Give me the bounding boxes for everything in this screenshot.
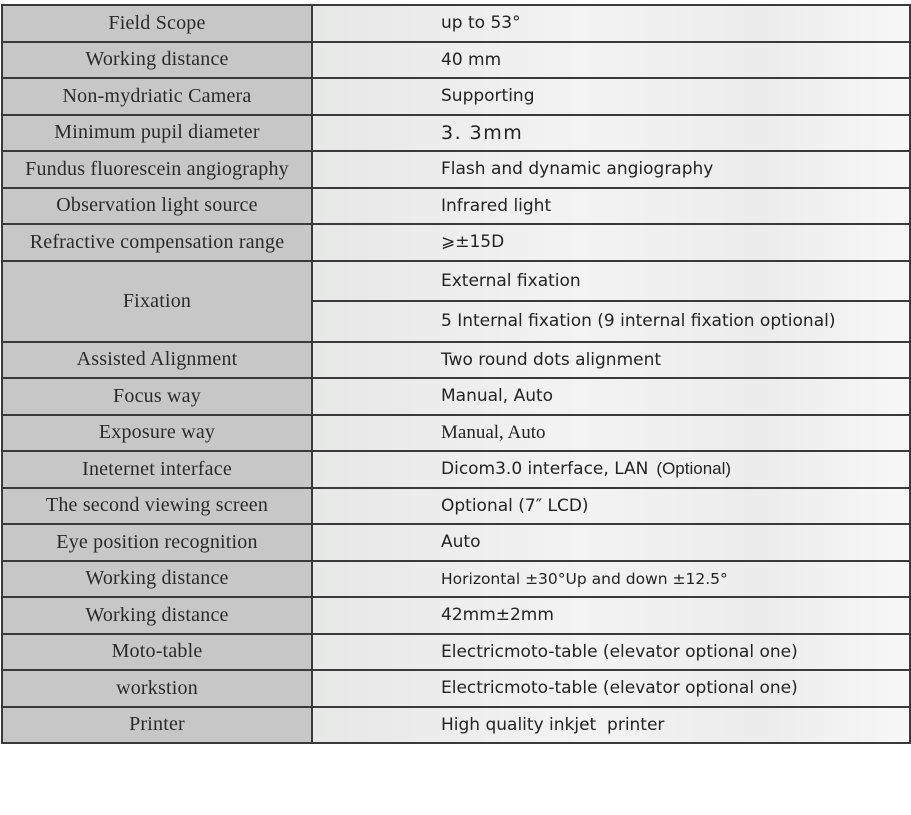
table-row [2,5,910,42]
spec-value: Manual, Auto [312,415,910,452]
spec-value: 3. 3mm [312,115,910,152]
spec-label: The second viewing screen [2,488,312,525]
spec-value: Manual, Auto [312,378,910,415]
table-row [2,451,910,488]
spec-label: Moto-table [2,634,312,671]
spec-label: Assisted Alignment [2,342,312,379]
spec-label: Working distance [2,42,312,79]
spec-label: Refractive compensation range [2,224,312,261]
table-row [2,488,910,525]
table-row [2,561,910,598]
table-row [2,415,910,452]
table-row [2,634,910,671]
spec-label: Minimum pupil diameter [2,115,312,152]
table-row [2,188,910,225]
table-row [2,224,910,261]
spec-label: Working distance [2,561,312,598]
spec-value-cell [312,451,910,488]
spec-value: Electricmoto-table (elevator optional one) [312,670,910,707]
spec-label: Field Scope [2,5,312,42]
spec-value: 5 Internal fixation (9 internal fixation optional) [312,301,910,342]
spec-label: Working distance [2,597,312,634]
spec-value: High quality inkjet printer [312,707,910,744]
table-row [2,78,910,115]
spec-label: Eye position recognition [2,524,312,561]
table-row [2,378,910,415]
table-row [2,597,910,634]
spec-value: up to 53° [312,5,910,42]
spec-value: Auto [312,524,910,561]
spec-label: Fixation [2,261,312,342]
spec-table [1,4,911,744]
table-row [2,115,910,152]
spec-label: Observation light source [2,188,312,225]
table-row [2,524,910,561]
spec-label: Focus way [2,378,312,415]
table-row [2,670,910,707]
table-row [2,261,910,302]
spec-value: 40 mm [312,42,910,79]
spec-label: Non-mydriatic Camera [2,78,312,115]
spec-label: Exposure way [2,415,312,452]
spec-value: Optional (7″ LCD) [312,488,910,525]
spec-value: External fixation [312,261,910,302]
spec-value: Supporting [312,78,910,115]
spec-value: Flash and dynamic angiography [312,151,910,188]
table-row [2,342,910,379]
spec-value: Horizontal ±30°Up and down ±12.5° [312,561,910,598]
spec-value: 42mm±2mm [312,597,910,634]
spec-value: Infrared light [312,188,910,225]
spec-value: ⩾±15D [312,224,910,261]
spec-value: Two round dots alignment [312,342,910,379]
spec-value: Dicom3.0 interface, LAN [441,459,649,480]
table-row [2,151,910,188]
spec-label: Printer [2,707,312,744]
spec-label: Ineternet interface [2,451,312,488]
spec-label: Fundus fluorescein angiography [2,151,312,188]
spec-value: Electricmoto-table (elevator optional one) [312,634,910,671]
spec-label: workstion [2,670,312,707]
spec-value-note: (Optional) [656,459,732,479]
table-row [2,42,910,79]
table-row [2,707,910,744]
